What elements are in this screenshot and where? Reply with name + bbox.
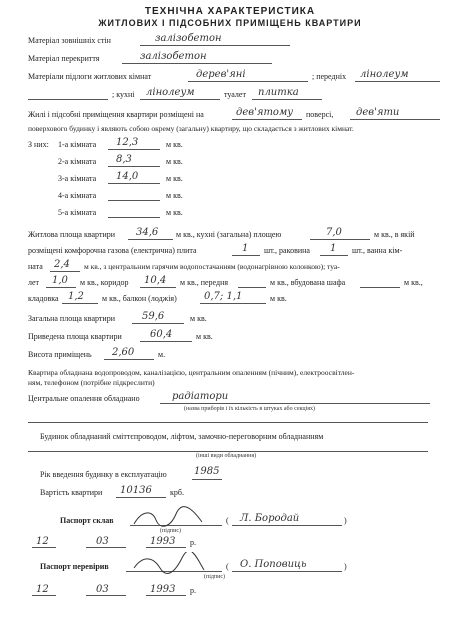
bath-line — [50, 271, 80, 272]
floors-cont-line — [28, 99, 108, 100]
rooms-intro: З них: — [28, 140, 49, 149]
ceiling-label: Матеріал перекриття — [28, 54, 100, 63]
building-line: Будинок обладнаний сміттєпроводом, ліфтом, замочно-переговорним обладнанням — [40, 432, 324, 441]
ceiling-value: залізобетон — [140, 51, 207, 62]
heating-value: радіатори — [172, 391, 229, 402]
hall-text: м кв., передня — [180, 278, 229, 287]
toilet-line — [252, 99, 322, 100]
room-label: 4-а кімната — [58, 191, 97, 200]
total-unit: м кв. — [190, 314, 207, 323]
checked-year: 1993 — [150, 584, 176, 595]
hallway-line — [355, 81, 440, 82]
checked-open-paren: ( — [226, 562, 229, 571]
pantry-text: кладовка — [28, 294, 59, 303]
building-extra-line — [28, 451, 428, 452]
reduced-unit: м кв. — [196, 332, 213, 341]
floor-line — [232, 119, 302, 120]
room-area-value: 14,0 — [116, 171, 139, 182]
cost-unit: крб. — [170, 488, 184, 497]
room-label: 5-а кімната — [58, 208, 97, 217]
room-unit: м кв. — [166, 208, 183, 217]
bath-mid: м кв., з центральним гарячим водопостачанням (водонагрівною колонкою); туа- — [84, 262, 340, 271]
compiled-year: 1993 — [150, 536, 176, 547]
location-mid: поверсі, — [306, 110, 334, 119]
total-value: 59,6 — [142, 311, 165, 322]
bath-prefix: ната — [28, 262, 43, 271]
room-unit: м кв. — [166, 174, 183, 183]
floor-value: дев'ятому — [236, 107, 294, 118]
kitchen-label: ; кухні — [112, 90, 135, 99]
room-line — [108, 149, 160, 150]
room-line — [108, 183, 160, 184]
floors-line — [188, 81, 308, 82]
floors-value: дерев'яні — [196, 69, 246, 80]
kitchen-area-line — [310, 239, 370, 240]
total-label: Загальна площа квартири — [28, 314, 115, 323]
kitchen-value: лінолеум — [146, 87, 195, 98]
checked-year-line — [146, 595, 186, 596]
ceiling-line — [122, 63, 272, 64]
pantry-line — [62, 303, 98, 304]
room-unit: м кв. — [166, 157, 183, 166]
compiled-sign-caption: (підпис) — [160, 528, 182, 534]
checked-day-line — [32, 595, 56, 596]
balcony-line — [200, 303, 266, 304]
reduced-line — [140, 341, 192, 342]
walls-line — [140, 45, 290, 46]
kitchen-area-mid: м кв., кухні (загальна) площею — [176, 230, 282, 239]
balcony-text: м кв., балкон (лоджія) — [102, 294, 177, 303]
compiled-name-line — [232, 525, 342, 526]
bath-text: шт., ванна кім- — [352, 246, 403, 255]
room-area-value: 12,3 — [116, 137, 139, 148]
checked-year-suffix: р. — [190, 586, 196, 595]
toilet-area-line — [46, 287, 76, 288]
total-line — [132, 323, 184, 324]
checked-month: 03 — [96, 584, 109, 595]
sink-value: 1 — [330, 243, 337, 254]
room-unit: м кв. — [166, 191, 183, 200]
cost-line — [116, 497, 166, 498]
corridor-value: 10,4 — [144, 275, 167, 286]
sink-line — [320, 255, 348, 256]
walls-value: залізобетон — [155, 33, 222, 44]
room-unit: м кв. — [166, 140, 183, 149]
reduced-label: Приведена площа квартири — [28, 332, 122, 341]
room-line — [108, 166, 160, 167]
checked-sign-caption: (підпис) — [204, 574, 226, 580]
room-line — [108, 200, 160, 201]
checked-label: Паспорт перевірив — [40, 562, 109, 571]
compiled-day-line — [32, 547, 56, 548]
year-line — [192, 479, 222, 480]
corridor-line — [140, 287, 176, 288]
height-label: Висота приміщень — [28, 350, 92, 359]
wardrobe-line — [360, 287, 400, 288]
reduced-value: 60,4 — [150, 329, 173, 340]
storeys-value: дев'яти — [356, 107, 400, 118]
checked-signature — [130, 552, 210, 576]
hall-line — [238, 287, 266, 288]
hallway-label: ; передніх — [312, 72, 347, 81]
compiled-year-line — [146, 547, 186, 548]
compiled-day: 12 — [36, 536, 49, 547]
toilet-area-prefix: лет — [28, 278, 40, 287]
year-label: Рік введення будинку в експлуатацію — [40, 470, 167, 479]
living-label: Житлова площа квартири — [28, 230, 116, 239]
building-caption: (інші види обладнання) — [196, 453, 257, 459]
stove-value: 1 — [242, 243, 249, 254]
height-unit: м. — [158, 350, 166, 359]
kitchen-area-value: 7,0 — [326, 227, 342, 238]
toilet-area-value: 1,0 — [52, 275, 68, 286]
toilet-label: туалет — [224, 90, 246, 99]
hallway-value: лінолеум — [360, 69, 409, 80]
corridor-text: м кв., коридор — [80, 278, 129, 287]
living-value: 34,6 — [136, 227, 159, 238]
balcony-end: м кв. — [270, 294, 287, 303]
cost-label: Вартість квартири — [40, 488, 103, 497]
stove-line — [232, 255, 260, 256]
heating-label: Центральне опалення обладнано — [28, 394, 140, 403]
doc-subtitle: ЖИТЛОВИХ І ПІДСОБНИХ ПРИМІЩЕНЬ КВАРТИРИ — [98, 18, 362, 28]
checked-name: О. Поповиць — [240, 559, 307, 570]
kitchen-area-end: м кв., в якій — [374, 230, 415, 239]
storeys-line — [350, 119, 440, 120]
checked-day: 12 — [36, 584, 49, 595]
wardrobe-end: м кв., — [404, 278, 423, 287]
location-prefix: Жилі і підсобні приміщення квартири розміщені на — [28, 110, 204, 119]
toilet-value: плитка — [258, 87, 299, 98]
kitchen-line — [140, 99, 220, 100]
room-line — [108, 217, 160, 218]
balcony-value: 0,7; 1,1 — [204, 291, 243, 302]
checked-month-line — [86, 595, 126, 596]
room-label: 2-а кімната — [58, 157, 97, 166]
height-value: 2,60 — [112, 347, 135, 358]
heating-caption: (назва приборів і їх кількість в штуках або секціях) — [184, 406, 316, 412]
room-label: 3-а кімната — [58, 174, 97, 183]
checked-close-paren: ) — [344, 562, 347, 571]
doc-title: ТЕХНІЧНА ХАРАКТЕРИСТИКА — [144, 6, 316, 17]
pantry-value: 1,2 — [68, 291, 84, 302]
equipment-line1: Квартира обладнана водопроводом, каналізацією, центральним опаленням (пічним), електроосвітлен- — [28, 368, 355, 377]
height-line — [104, 359, 154, 360]
compiled-label: Паспорт склав — [60, 516, 114, 525]
heating-line — [160, 403, 430, 404]
walls-label: Матеріал зовнішніх стін — [28, 36, 111, 45]
room-area-value: 8,3 — [116, 154, 132, 165]
bath-value: 2,4 — [54, 259, 70, 270]
compiled-month: 03 — [96, 536, 109, 547]
compiled-signature — [130, 506, 210, 530]
compiled-close-paren: ) — [344, 516, 347, 525]
equipment-line2: ням, телефоном (потрібне підкреслити) — [28, 378, 155, 387]
living-line — [128, 239, 173, 240]
floors-label: Матеріали підлоги житлових кімнат — [28, 72, 152, 81]
cost-value: 10136 — [120, 485, 152, 496]
stove-text: розміщені комфорочна газова (електрична) плита — [28, 246, 197, 255]
sink-text: шт., раковина — [264, 246, 310, 255]
room-label: 1-а кімната — [58, 140, 97, 149]
location-line2: поверхового будинку і являють собою окрему (загальну) квартиру, що складається з житлових кімнат. — [28, 124, 354, 133]
compiled-open-paren: ( — [226, 516, 229, 525]
compiled-name: Л. Бородай — [240, 513, 300, 524]
wardrobe-text: м кв., вбудована шафа — [270, 278, 346, 287]
compiled-year-suffix: р. — [190, 538, 196, 547]
checked-name-line — [232, 571, 342, 572]
compiled-month-line — [86, 547, 126, 548]
heating-extra-line — [28, 422, 428, 423]
year-value: 1985 — [194, 466, 220, 477]
